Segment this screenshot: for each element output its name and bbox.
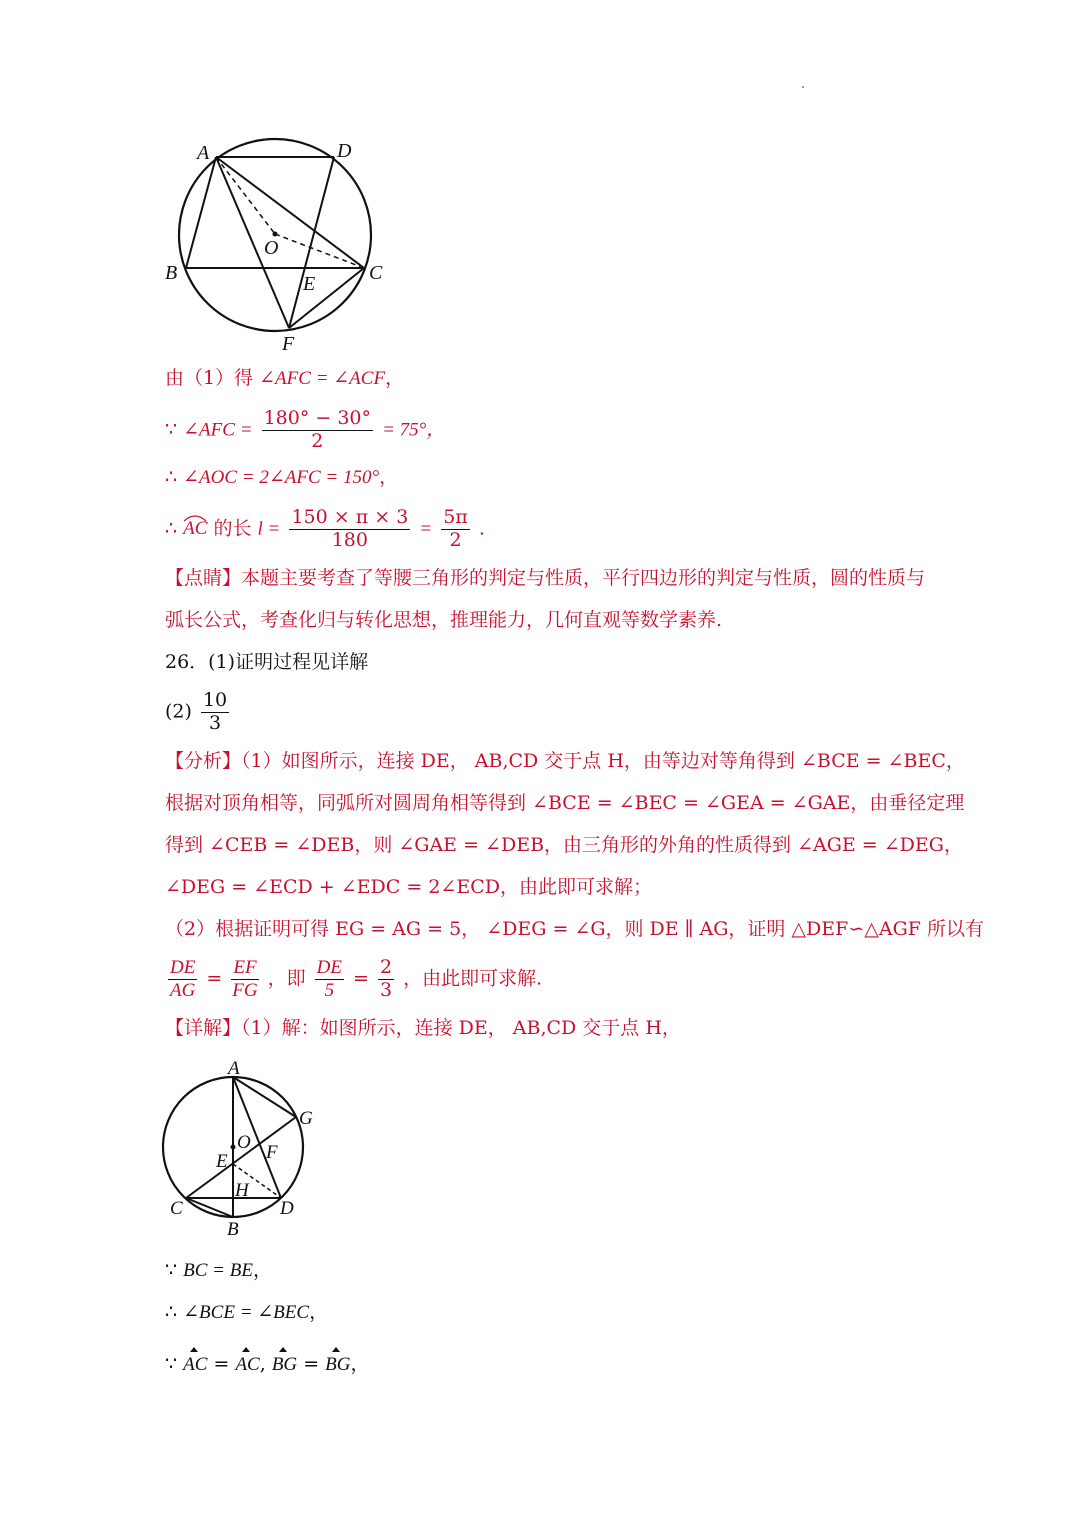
solution-line-3: ∴ ∠AOC = 2∠AFC = 150°， [165,466,399,488]
label-H: H [235,1180,249,1201]
fenxi-line-5: （2）根据证明可得 EG = AG = 5， ∠DEG = ∠G，则 DE ∥ AG，证明 △DEF∽△AGF 所以有 [165,918,984,940]
center-dot [273,232,278,237]
segment-CB [186,1198,233,1217]
figure-circle-ACBDG [150,1055,330,1240]
dianjing-line-2: 弧长公式，考查化归与转化思想，推理能力，几何直观等数学素养. [165,609,723,631]
label-G: G [299,1108,313,1129]
center-dot [231,1145,236,1150]
segment-AC [216,157,364,268]
q26-answer-1: 26．(1)证明过程见详解 [165,651,369,673]
solution2-line-2: ∴ ∠BCE = ∠BEC， [165,1301,329,1323]
label-C: C [369,262,383,284]
segment-OC-dashed [275,234,364,268]
fenxi-line-4: ∠DEG = ∠ECD + ∠EDC = 2∠ECD，由此即可求解； [165,876,652,898]
label-E: E [303,273,316,295]
scan-speck [802,86,804,88]
fenxi-line-2: 根据对顶角相等，同弧所对圆周角相等得到 ∠BCE = ∠BEC = ∠GEA = ∠GAE，由垂径定理 [165,792,965,814]
label-E: E [216,1151,228,1172]
label-D: D [337,140,352,162]
label-F: F [282,333,295,355]
label-O: O [237,1132,251,1153]
fenxi-line-6: $\frac{DE}{AG}$ = $\frac{EF}{FG}$ ，即 $\frac{DE}{5}$ = $\frac{2}{3}$ ，由此即可求解. [170,956,543,1001]
dianjing-line-1: 【点睛】本题主要考查了等腰三角形的判定与性质，平行四边形的判定与性质，圆的性质与 [165,567,926,589]
solution-line-2: ∵ ∠AFC = $\frac{180^\circ - 30^\circ}{2}$ = 75°， [165,407,446,452]
xiangjie-line-1: 【详解】（1）解：如图所示，连接 DE， AB,CD 交于点 H， [165,1017,681,1039]
label-B: B [227,1219,239,1240]
segment-CF [289,268,364,328]
solution-line-4: ∴ AC 的长 l = $\frac{150 \times \pi \times 3}{180}$ = $\frac{5\pi}{2}$ . [165,506,485,551]
figure-circle-ABCDF [150,135,400,360]
solution2-line-1: ∵ BC = BE， [165,1259,272,1281]
solution2-line-3: ∵ AC = AC, BG = BG， [165,1353,370,1377]
label-A: A [197,142,210,164]
q26-answer-2: (2) $\frac{10}{3}$ [165,689,228,734]
fenxi-line-3: 得到 ∠CEB = ∠DEB，则 ∠GAE = ∠DEB，由三角形的外角的性质得到 ∠AGE = ∠DEG， [165,834,963,856]
label-A: A [228,1058,240,1079]
label-F: F [266,1142,278,1163]
label-C: C [170,1198,183,1219]
segment-AG [233,1077,296,1117]
label-B: B [165,262,178,284]
label-O: O [264,237,279,259]
label-D: D [280,1198,294,1219]
fenxi-line-1: 【分析】（1）如图所示，连接 DE， AB,CD 交于点 H，由等边对等角得到 ∠BCE = ∠BEC， [165,750,965,772]
solution-line-1: 由（1）得 ∠AFC = ∠ACF， [165,367,405,389]
